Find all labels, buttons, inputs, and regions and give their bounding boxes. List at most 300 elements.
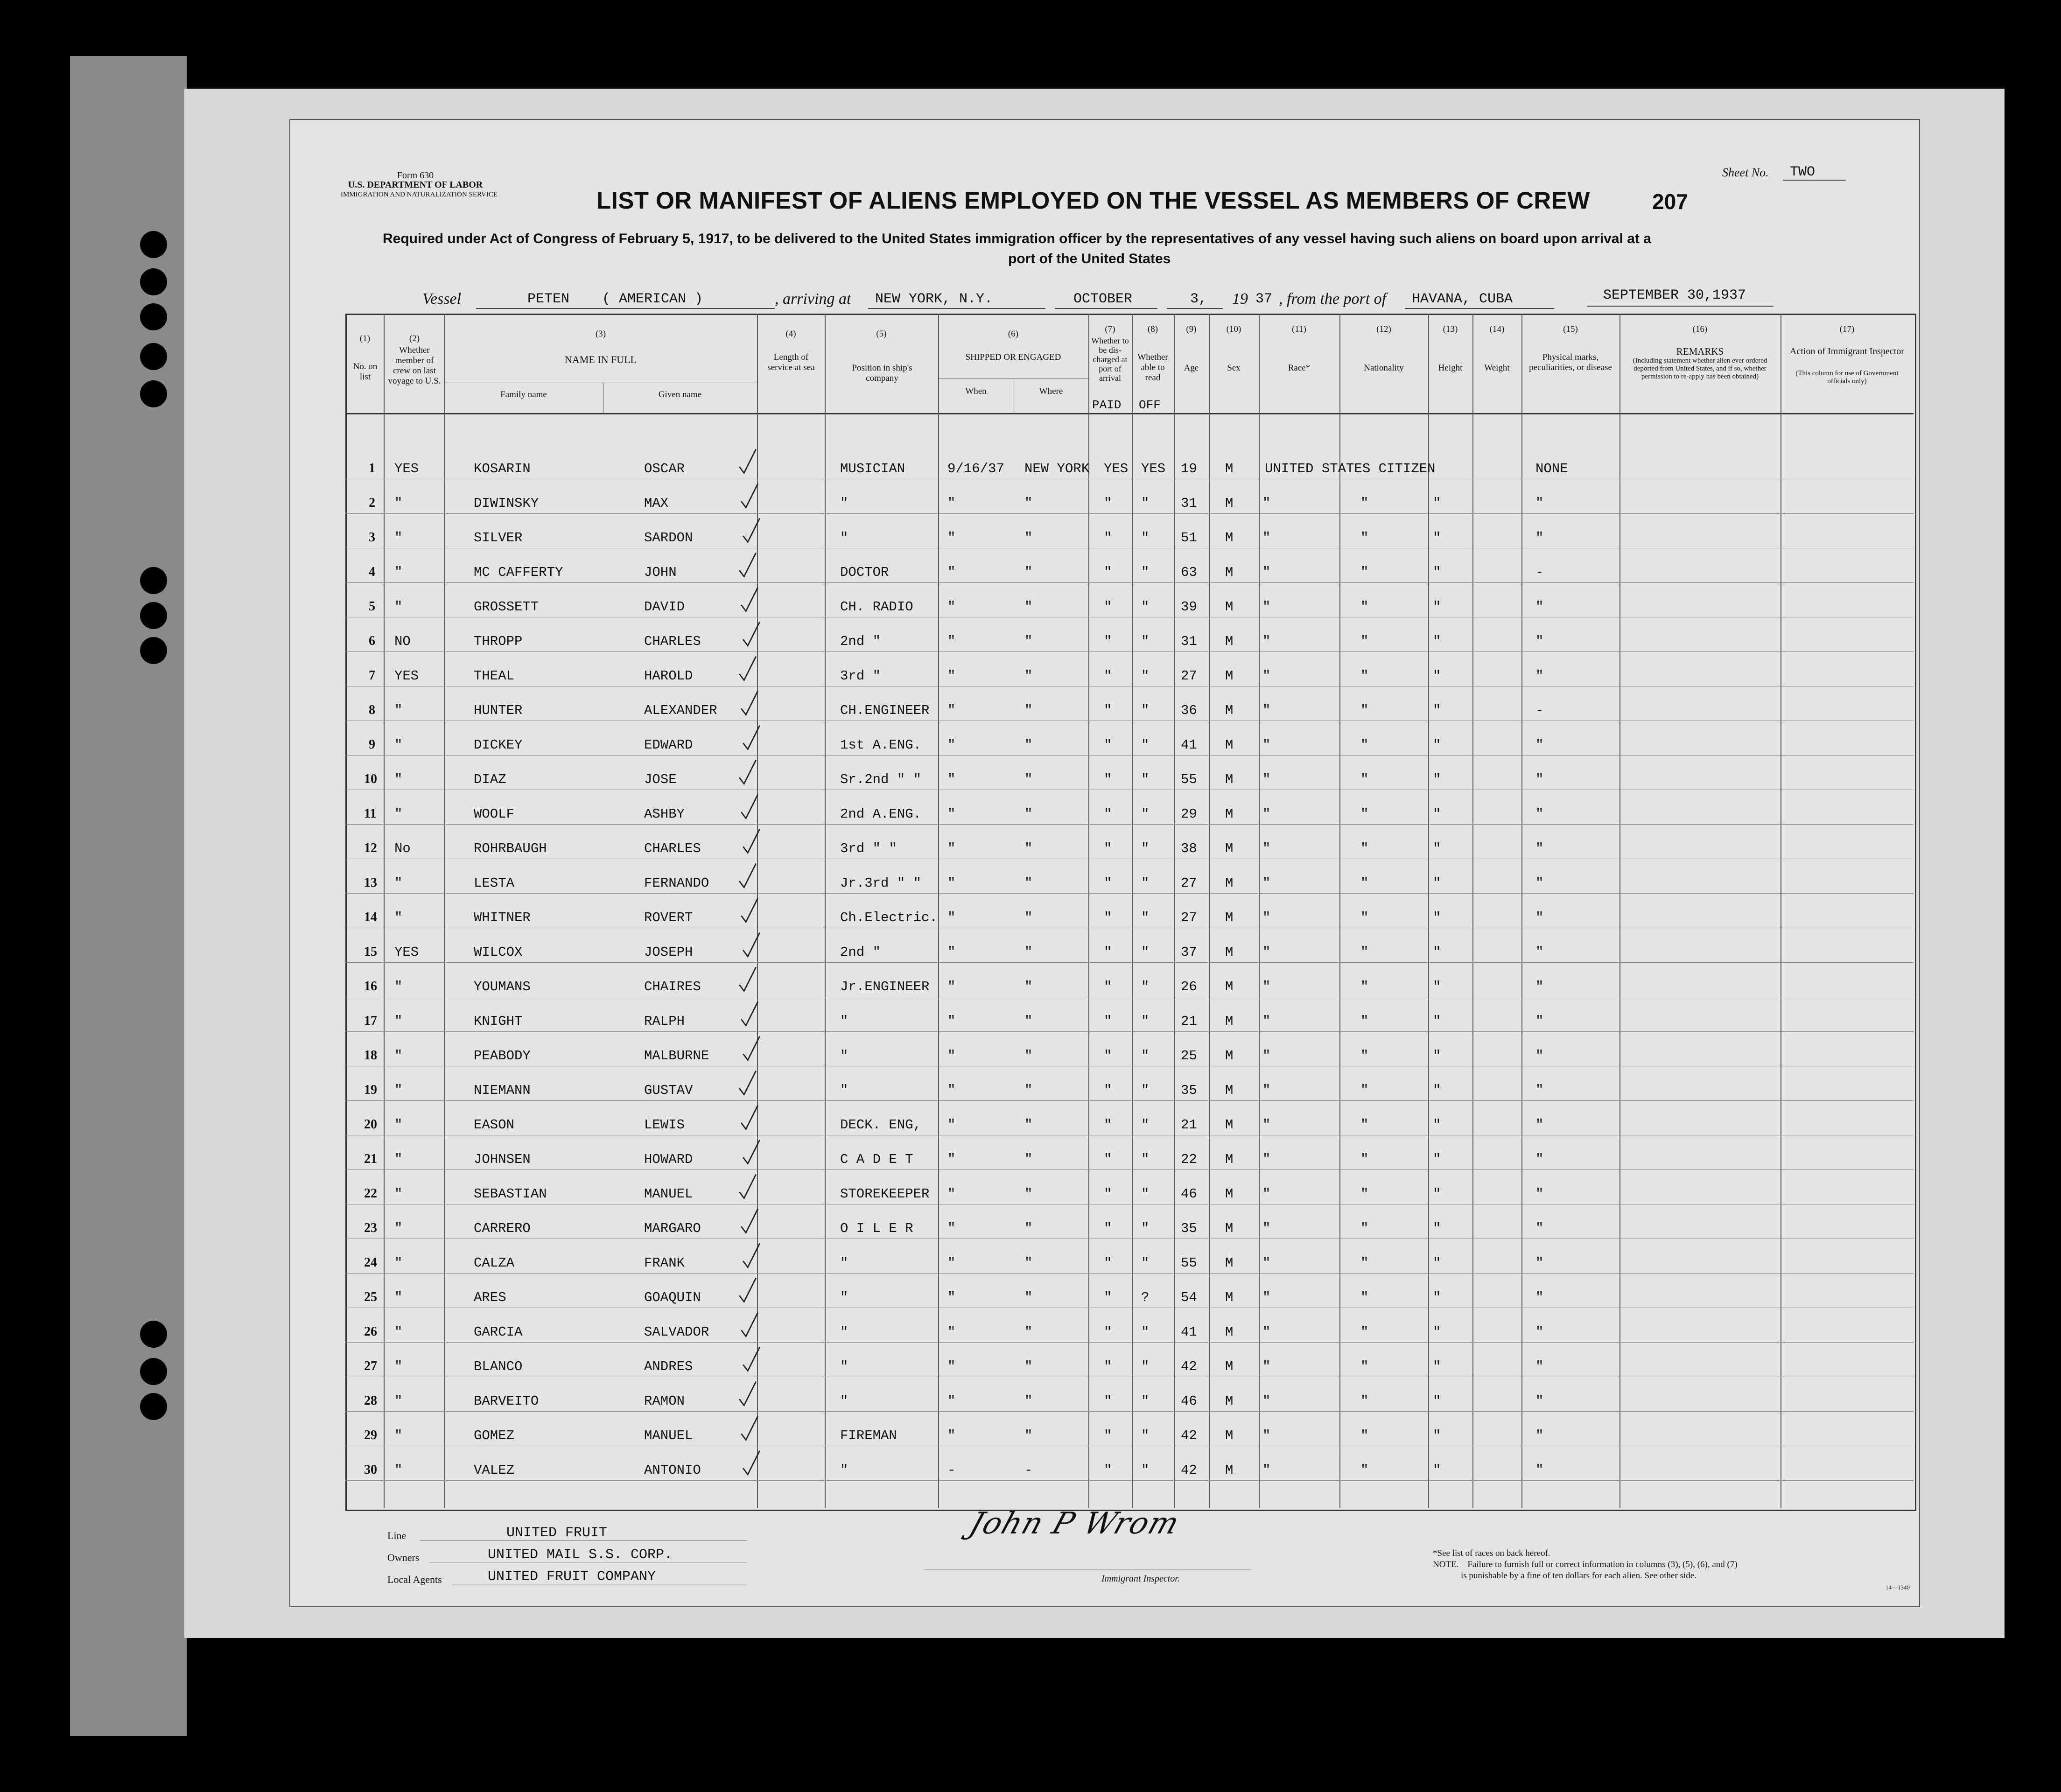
col15-number: (15) xyxy=(1563,324,1578,334)
nationality-cell: " xyxy=(1360,1463,1369,1478)
age-cell: 42 xyxy=(1181,1428,1197,1443)
physical-marks-cell: " xyxy=(1535,1152,1544,1167)
shipped-when-cell: " xyxy=(947,1186,956,1202)
check-mark-icon xyxy=(740,999,759,1029)
col1-number: (1) xyxy=(359,334,371,343)
able-to-read-cell: " xyxy=(1141,1014,1150,1029)
given-name-cell: GOAQUIN xyxy=(644,1290,701,1305)
row-number: 19 xyxy=(364,1083,377,1097)
position-cell: " xyxy=(840,1290,848,1305)
previous-voyage-cell: " xyxy=(394,1428,403,1443)
shipped-where-cell: - xyxy=(1024,1463,1033,1478)
given-name-cell: MALBURNE xyxy=(644,1048,709,1064)
binder-hole xyxy=(140,1358,167,1385)
agents-value: UNITED FRUIT COMPANY xyxy=(488,1569,656,1585)
sex-cell: M xyxy=(1225,1359,1234,1374)
binder-hole xyxy=(140,1393,167,1420)
penalty-note: NOTE.—Failure to furnish full or correct information in columns (3), (5), (6), and (7) xyxy=(1433,1560,1738,1569)
binder-hole xyxy=(140,1321,167,1348)
previous-voyage-cell: " xyxy=(394,1048,403,1064)
family-name-cell: JOHNSEN xyxy=(474,1152,531,1167)
family-name-cell: DICKEY xyxy=(474,737,523,753)
shipped-when-cell: 9/16/37 xyxy=(947,461,1004,476)
age-cell: 46 xyxy=(1181,1393,1197,1409)
race-cell: " xyxy=(1262,979,1271,994)
row-number: 30 xyxy=(364,1463,377,1477)
owners-label: Owners xyxy=(387,1552,420,1563)
age-cell: 25 xyxy=(1181,1048,1197,1064)
race-cell: " xyxy=(1262,634,1271,649)
shipped-where-cell: " xyxy=(1024,565,1033,580)
given-name-cell: ASHBY xyxy=(644,806,685,822)
check-mark-icon xyxy=(740,688,759,718)
sex-cell: M xyxy=(1225,1221,1234,1236)
physical-marks-cell: " xyxy=(1535,1014,1544,1029)
nationality-cell: " xyxy=(1360,1324,1369,1340)
age-cell: 35 xyxy=(1181,1083,1197,1098)
family-name-cell: GOMEZ xyxy=(474,1428,515,1443)
given-name-cell: MARGARO xyxy=(644,1221,701,1236)
age-cell: 37 xyxy=(1181,945,1197,960)
shipped-where-cell: " xyxy=(1024,703,1033,718)
col2-number: (2) xyxy=(409,334,420,343)
family-name-cell: EASON xyxy=(474,1117,515,1133)
physical-marks-cell: - xyxy=(1535,703,1544,718)
given-name-cell: GUSTAV xyxy=(644,1083,693,1098)
shipped-where-cell: " xyxy=(1024,1117,1033,1133)
physical-marks-cell: " xyxy=(1535,1186,1544,1202)
nationality-cell: " xyxy=(1360,841,1369,856)
race-cell: " xyxy=(1262,1428,1271,1443)
shipped-where-cell: " xyxy=(1024,1393,1033,1409)
sex-cell: M xyxy=(1225,496,1234,511)
col-inspector-action: Action of Immigrant Inspector xyxy=(1790,346,1904,357)
shipped-when-cell: " xyxy=(947,530,956,546)
row-number: 11 xyxy=(364,806,377,821)
col-name-in-full: NAME IN FULL xyxy=(565,354,637,365)
sex-cell: M xyxy=(1225,599,1234,615)
nationality-cell: " xyxy=(1360,1083,1369,1098)
binder-hole xyxy=(140,268,167,295)
row-number: 2 xyxy=(369,496,375,510)
discharged-cell: " xyxy=(1104,496,1112,511)
shipped-where-cell: " xyxy=(1024,668,1033,684)
position-cell: " xyxy=(840,1393,848,1409)
race-cell: " xyxy=(1262,1324,1271,1340)
discharged-cell: " xyxy=(1104,1393,1112,1409)
discharged-cell: " xyxy=(1104,1290,1112,1305)
row-number: 10 xyxy=(364,772,377,786)
sex-cell: M xyxy=(1225,1255,1234,1271)
row-number: 22 xyxy=(364,1186,377,1201)
arrival-day: 3, xyxy=(1190,291,1207,307)
position-cell: C A D E T xyxy=(840,1152,913,1167)
height-cell: " xyxy=(1433,1359,1441,1374)
given-name-cell: ROVERT xyxy=(644,910,693,925)
family-name-cell: KOSARIN xyxy=(474,461,531,476)
row-rule xyxy=(345,824,1914,825)
discharged-cell: " xyxy=(1104,1048,1112,1064)
position-cell: 2nd " xyxy=(840,945,881,960)
height-cell: " xyxy=(1433,1393,1441,1409)
able-to-read-cell: " xyxy=(1141,530,1150,546)
given-name-cell: RAMON xyxy=(644,1393,685,1409)
discharged-cell: " xyxy=(1104,1117,1112,1133)
row-number: 25 xyxy=(364,1290,377,1304)
sex-cell: M xyxy=(1225,1117,1234,1133)
line-label: Line xyxy=(387,1530,407,1541)
sex-cell: M xyxy=(1225,979,1234,994)
race-cell: " xyxy=(1262,496,1271,511)
sex-cell: M xyxy=(1225,910,1234,925)
check-mark-icon xyxy=(742,930,761,959)
discharged-cell: " xyxy=(1104,737,1112,753)
position-cell: DECK. ENG, xyxy=(840,1117,922,1133)
height-cell: " xyxy=(1433,1428,1441,1443)
age-cell: 51 xyxy=(1181,530,1197,546)
binder-hole xyxy=(140,380,167,407)
discharged-cell: " xyxy=(1104,1014,1112,1029)
nationality-cell: " xyxy=(1360,1014,1369,1029)
able-to-read-cell: " xyxy=(1141,565,1150,580)
position-cell: 3rd " " xyxy=(840,841,897,856)
family-name-cell: THEAL xyxy=(474,668,515,684)
previous-voyage-cell: " xyxy=(394,737,403,753)
check-mark-icon xyxy=(742,1344,761,1374)
able-to-read-cell: " xyxy=(1141,1463,1150,1478)
able-to-read-cell: " xyxy=(1141,910,1150,925)
age-cell: 26 xyxy=(1181,979,1197,994)
col-age: Age xyxy=(1184,363,1199,373)
department: U.S. DEPARTMENT OF LABOR xyxy=(348,180,483,190)
row-rule xyxy=(345,1273,1914,1274)
row-number: 13 xyxy=(364,875,377,890)
given-name-cell: LEWIS xyxy=(644,1117,685,1133)
check-mark-icon xyxy=(740,584,759,614)
check-mark-icon xyxy=(738,757,757,787)
previous-voyage-cell: " xyxy=(394,1393,403,1409)
nationality-cell: " xyxy=(1360,634,1369,649)
service: IMMIGRATION AND NATURALIZATION SERVICE xyxy=(341,191,498,198)
previous-voyage-cell: " xyxy=(394,806,403,822)
row-number: 23 xyxy=(364,1221,377,1235)
previous-voyage-cell: " xyxy=(394,1221,403,1236)
discharged-cell: " xyxy=(1104,1152,1112,1167)
row-rule xyxy=(345,962,1914,963)
discharged-cell: " xyxy=(1104,1359,1112,1374)
height-cell: " xyxy=(1433,1152,1441,1167)
nationality-cell: " xyxy=(1360,1428,1369,1443)
shipped-when-cell: " xyxy=(947,1255,956,1271)
col17-number: (17) xyxy=(1839,324,1855,334)
shipped-when-cell: " xyxy=(947,1152,956,1167)
check-mark-icon xyxy=(742,1033,761,1063)
shipped-where-cell: " xyxy=(1024,599,1033,615)
agents-label: Local Agents xyxy=(387,1574,442,1585)
check-mark-icon xyxy=(740,1413,759,1443)
shipped-where-cell: " xyxy=(1024,634,1033,649)
check-mark-icon xyxy=(740,1309,759,1339)
row-rule xyxy=(345,1100,1914,1101)
height-cell: " xyxy=(1433,737,1441,753)
nationality-cell: " xyxy=(1360,1290,1369,1305)
binder-hole xyxy=(140,567,167,594)
row-number: 7 xyxy=(369,668,375,683)
sex-cell: M xyxy=(1225,1083,1234,1098)
race-cell: " xyxy=(1262,945,1271,960)
height-cell: " xyxy=(1433,1083,1441,1098)
row-number: 12 xyxy=(364,841,377,855)
age-cell: 31 xyxy=(1181,496,1197,511)
check-mark-icon xyxy=(738,964,757,994)
shipped-where-cell: " xyxy=(1024,1048,1033,1064)
row-rule xyxy=(345,1169,1914,1170)
physical-marks-cell: " xyxy=(1535,772,1544,787)
sex-cell: M xyxy=(1225,841,1234,856)
able-to-read-cell: " xyxy=(1141,1393,1150,1409)
page-title: LIST OR MANIFEST OF ALIENS EMPLOYED ON THE VESSEL AS MEMBERS OF CREW xyxy=(596,187,1590,214)
col-nationality: Nationality xyxy=(1364,363,1404,373)
sex-cell: M xyxy=(1225,703,1234,718)
family-name-cell: VALEZ xyxy=(474,1463,515,1478)
position-cell: Jr.3rd " " xyxy=(840,875,922,891)
previous-voyage-cell: " xyxy=(394,703,403,718)
nationality-cell: " xyxy=(1360,945,1369,960)
col9-number: (9) xyxy=(1186,324,1197,334)
physical-marks-cell: " xyxy=(1535,841,1544,856)
row-number: 1 xyxy=(369,461,375,476)
row-number: 26 xyxy=(364,1324,377,1339)
age-cell: 27 xyxy=(1181,668,1197,684)
row-rule xyxy=(345,1480,1914,1481)
height-cell: " xyxy=(1433,841,1441,856)
shipped-when-cell: " xyxy=(947,841,956,856)
physical-marks-cell: " xyxy=(1535,737,1544,753)
physical-marks-cell: " xyxy=(1535,1324,1544,1340)
discharged-cell: YES xyxy=(1104,461,1129,476)
age-cell: 42 xyxy=(1181,1359,1197,1374)
col-able-to-read: Whether able to read xyxy=(1137,352,1168,383)
shipped-when-cell: " xyxy=(947,1393,956,1409)
nationality-cell: " xyxy=(1360,496,1369,511)
nationality-cell: " xyxy=(1360,565,1369,580)
able-to-read-cell: ? xyxy=(1141,1290,1150,1305)
inspector-label: Immigrant Inspector. xyxy=(1101,1574,1180,1584)
given-name-cell: HOWARD xyxy=(644,1152,693,1167)
check-mark-icon xyxy=(740,481,759,511)
off-note: OFF xyxy=(1139,398,1161,412)
height-cell: " xyxy=(1433,875,1441,891)
day-underline xyxy=(1167,308,1223,309)
nationality-cell: " xyxy=(1360,737,1369,753)
given-name-cell: MAX xyxy=(644,496,669,511)
able-to-read-cell: " xyxy=(1141,1186,1150,1202)
nationality-cell: " xyxy=(1360,668,1369,684)
discharged-cell: " xyxy=(1104,1428,1112,1443)
form-number: Form 630 xyxy=(397,170,434,181)
shipped-when-cell: " xyxy=(947,1048,956,1064)
row-number: 4 xyxy=(369,565,375,579)
check-mark-icon xyxy=(742,826,761,856)
row-rule xyxy=(345,755,1914,756)
check-mark-icon xyxy=(738,1379,757,1408)
discharged-cell: " xyxy=(1104,1324,1112,1340)
check-mark-icon xyxy=(738,861,757,890)
col-position: Position in ship's company xyxy=(852,363,912,383)
previous-voyage-cell: " xyxy=(394,1117,403,1133)
row-number: 5 xyxy=(369,599,375,614)
previous-voyage-cell: " xyxy=(394,1359,403,1374)
sex-cell: M xyxy=(1225,1186,1234,1202)
family-name-cell: CALZA xyxy=(474,1255,515,1271)
row-rule xyxy=(345,1342,1914,1343)
arriving-label: , arriving at xyxy=(775,290,851,308)
shipped-when-cell: " xyxy=(947,1359,956,1374)
physical-marks-cell: " xyxy=(1535,530,1544,546)
able-to-read-cell: YES xyxy=(1141,461,1166,476)
binder-strip xyxy=(70,56,187,1736)
shipped-when-cell: " xyxy=(947,634,956,649)
given-name-cell: SARDON xyxy=(644,530,693,546)
physical-marks-cell: " xyxy=(1535,1290,1544,1305)
family-name-cell: YOUMANS xyxy=(474,979,531,994)
position-cell: " xyxy=(840,530,848,546)
previous-voyage-cell: " xyxy=(394,910,403,925)
discharged-cell: " xyxy=(1104,668,1112,684)
row-number: 15 xyxy=(364,945,377,959)
given-name-cell: CHAIRES xyxy=(644,979,701,994)
discharged-cell: " xyxy=(1104,945,1112,960)
check-mark-icon xyxy=(738,550,757,580)
shipped-when-cell: " xyxy=(947,1290,956,1305)
shipped-when-cell: " xyxy=(947,1083,956,1098)
sex-cell: M xyxy=(1225,1324,1234,1340)
col-shipped-where: Where xyxy=(1039,386,1063,396)
sex-cell: M xyxy=(1225,668,1234,684)
family-name-cell: GARCIA xyxy=(474,1324,523,1340)
age-cell: 63 xyxy=(1181,565,1197,580)
row-number: 18 xyxy=(364,1048,377,1063)
age-cell: 38 xyxy=(1181,841,1197,856)
sex-cell: M xyxy=(1225,806,1234,822)
race-cell: " xyxy=(1262,1359,1271,1374)
position-cell: CH.ENGINEER xyxy=(840,703,930,718)
col16-number: (16) xyxy=(1692,324,1708,334)
discharged-cell: " xyxy=(1104,979,1112,994)
family-name-cell: HUNTER xyxy=(474,703,523,718)
age-cell: 41 xyxy=(1181,1324,1197,1340)
height-cell: " xyxy=(1433,496,1441,511)
row-rule xyxy=(345,582,1914,583)
row-rule xyxy=(345,513,1914,514)
shipped-where-cell: " xyxy=(1024,875,1033,891)
from-port-underline xyxy=(1405,308,1554,309)
shipped-when-cell: " xyxy=(947,1428,956,1443)
given-name-cell: HAROLD xyxy=(644,668,693,684)
given-name-cell: OSCAR xyxy=(644,461,685,476)
binder-hole xyxy=(140,303,167,330)
age-cell: 55 xyxy=(1181,772,1197,787)
row-number: 14 xyxy=(364,910,377,924)
nationality-cell: " xyxy=(1360,1152,1369,1167)
able-to-read-cell: " xyxy=(1141,1255,1150,1271)
sex-cell: M xyxy=(1225,530,1234,546)
discharged-cell: " xyxy=(1104,1221,1112,1236)
physical-marks-cell: " xyxy=(1535,1048,1544,1064)
age-cell: 55 xyxy=(1181,1255,1197,1271)
row-number: 17 xyxy=(364,1014,377,1028)
nationality-cell: " xyxy=(1360,599,1369,615)
col-shipped-when: When xyxy=(965,386,987,396)
header-bottom-rule xyxy=(345,413,1914,414)
race-cell: " xyxy=(1262,668,1271,684)
col12-number: (12) xyxy=(1376,324,1391,334)
position-cell: DOCTOR xyxy=(840,565,889,580)
given-name-cell: ALEXANDER xyxy=(644,703,717,718)
col-shipped-engaged: SHIPPED OR ENGAGED xyxy=(965,352,1061,362)
check-mark-icon xyxy=(742,1448,761,1477)
height-cell: " xyxy=(1433,910,1441,925)
family-name-cell: ROHRBAUGH xyxy=(474,841,547,856)
col-race: Race* xyxy=(1288,363,1311,373)
race-cell: " xyxy=(1262,772,1271,787)
from-port: HAVANA, CUBA xyxy=(1412,291,1513,307)
races-note: *See list of races on back hereof. xyxy=(1433,1548,1550,1558)
able-to-read-cell: " xyxy=(1141,1324,1150,1340)
previous-voyage-cell: " xyxy=(394,496,403,511)
sex-cell: M xyxy=(1225,875,1234,891)
discharged-cell: " xyxy=(1104,530,1112,546)
date-underline xyxy=(1587,306,1774,307)
family-name-cell: PEABODY xyxy=(474,1048,531,1064)
able-to-read-cell: " xyxy=(1141,1221,1150,1236)
previous-voyage-cell: " xyxy=(394,979,403,994)
owners-value: UNITED MAIL S.S. CORP. xyxy=(488,1547,673,1563)
sex-cell: M xyxy=(1225,634,1234,649)
nationality-cell: " xyxy=(1360,703,1369,718)
check-mark-icon xyxy=(740,1206,759,1236)
previous-voyage-cell: " xyxy=(394,1083,403,1098)
sex-cell: M xyxy=(1225,1428,1234,1443)
sex-cell: M xyxy=(1225,772,1234,787)
given-name-cell: JOSEPH xyxy=(644,945,693,960)
sex-cell: M xyxy=(1225,461,1234,476)
family-name-cell: SEBASTIAN xyxy=(474,1186,547,1202)
nationality-cell: " xyxy=(1360,1359,1369,1374)
discharged-cell: " xyxy=(1104,806,1112,822)
physical-marks-cell: " xyxy=(1535,1117,1544,1133)
physical-marks-cell: " xyxy=(1535,806,1544,822)
family-name-cell: DIAZ xyxy=(474,772,506,787)
race-cell: " xyxy=(1262,1014,1271,1029)
col14-number: (14) xyxy=(1489,324,1505,334)
sex-cell: M xyxy=(1225,1048,1234,1064)
physical-marks-cell: " xyxy=(1535,875,1544,891)
discharged-cell: " xyxy=(1104,841,1112,856)
physical-marks-cell: " xyxy=(1535,1428,1544,1443)
race-cell: " xyxy=(1262,703,1271,718)
row-number: 20 xyxy=(364,1117,377,1132)
discharged-cell: " xyxy=(1104,910,1112,925)
discharged-cell: " xyxy=(1104,599,1112,615)
height-cell: " xyxy=(1433,1221,1441,1236)
row-number: 29 xyxy=(364,1428,377,1442)
previous-voyage-cell: NO xyxy=(394,634,411,649)
nationality-cell: " xyxy=(1360,1255,1369,1271)
race-cell: " xyxy=(1262,1393,1271,1409)
height-cell: " xyxy=(1433,772,1441,787)
previous-voyage-cell: " xyxy=(394,1152,403,1167)
